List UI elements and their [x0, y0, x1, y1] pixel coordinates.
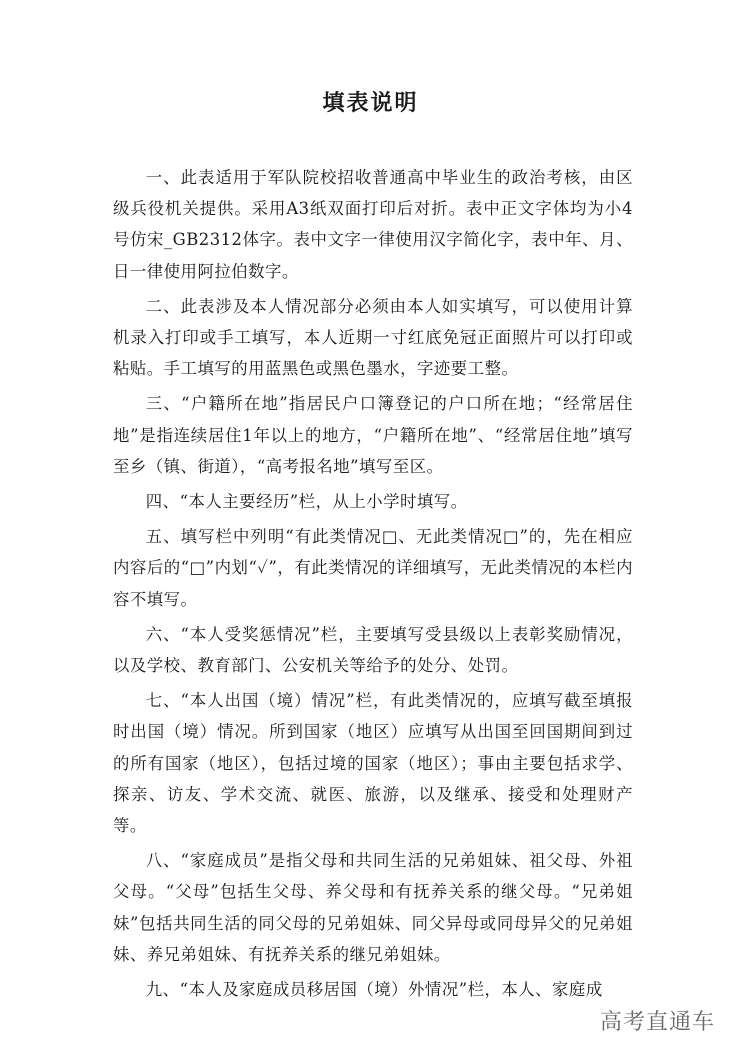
instruction-paragraph-9: 九、“本人及家庭成员移居国（境）外情况”栏，本人、家庭成: [145, 980, 603, 1000]
instruction-paragraph-6: 六、“本人受奖惩情况”栏，主要填写受县级以上表彰奖励情况，以及学校、教育部门、公安机关等给予的处分、处罚。: [113, 624, 633, 676]
instruction-paragraph-3: 三、“户籍所在地”指居民户口簿登记的户口所在地；“经常居住地”是指连续居住1年以上的地方，“户籍所在地”、“经常居住地”填写至乡（镇、街道），“高考报名地”填写至区。: [113, 394, 633, 476]
instruction-paragraph-5: 五、填写栏中列明“有此类情况□、无此类情况□”的，先在相应内容后的“□”内划“✓”，有此类情况的详细填写，无此类情况的本栏内容不填写。: [113, 527, 633, 609]
instruction-paragraph-8: 八、“家庭成员”是指父母和共同生活的兄弟姐妹、祖父母、外祖父母。“父母”包括生父母、养父母和有抚养关系的继父母。“兄弟姐妹”包括共同生活的同父母的兄弟姐妹、同父异母或同母异父的兄弟姐妹、养兄弟姐妹、有抚养关系的继兄弟姐妹。: [113, 851, 633, 964]
page-title: 填表说明: [322, 90, 419, 116]
instruction-paragraph-2: 二、此表涉及本人情况部分必须由本人如实填写，可以使用计算机录入打印或手工填写，本人近期一寸红底免冠正面照片可以打印或粘贴。手工填写的用蓝黑色或黑色墨水，字迹要工整。: [113, 296, 633, 379]
instruction-paragraph-7: 七、“本人出国（境）情况”栏，有此类情况的，应填写截至填报时出国（境）情况。所到国家（地区）应填写从出国至回国期间到过的所有国家（地区），包括过境的国家（地区）；事由主要包括求学、探亲、访友、学术交流、就医、旅游，以及继承、接受和处理财产等。: [113, 691, 633, 836]
watermark-logo-text: 高考直通车: [599, 1010, 715, 1035]
instructions-body: [113, 162, 633, 1009]
instruction-paragraph-4: 四、“本人主要经历”栏，从上小学时填写。: [145, 492, 468, 512]
instruction-paragraph-1: 一、此表适用于军队院校招收普通高中毕业生的政治考核，由区级兵役机关提供。采用A3纸双面打印后对折。表中正文字体均为小4号仿宋_GB2312体字。表中文字一律使用汉字简化字，表中年、月、日一律使用阿拉伯数字。: [113, 168, 633, 281]
